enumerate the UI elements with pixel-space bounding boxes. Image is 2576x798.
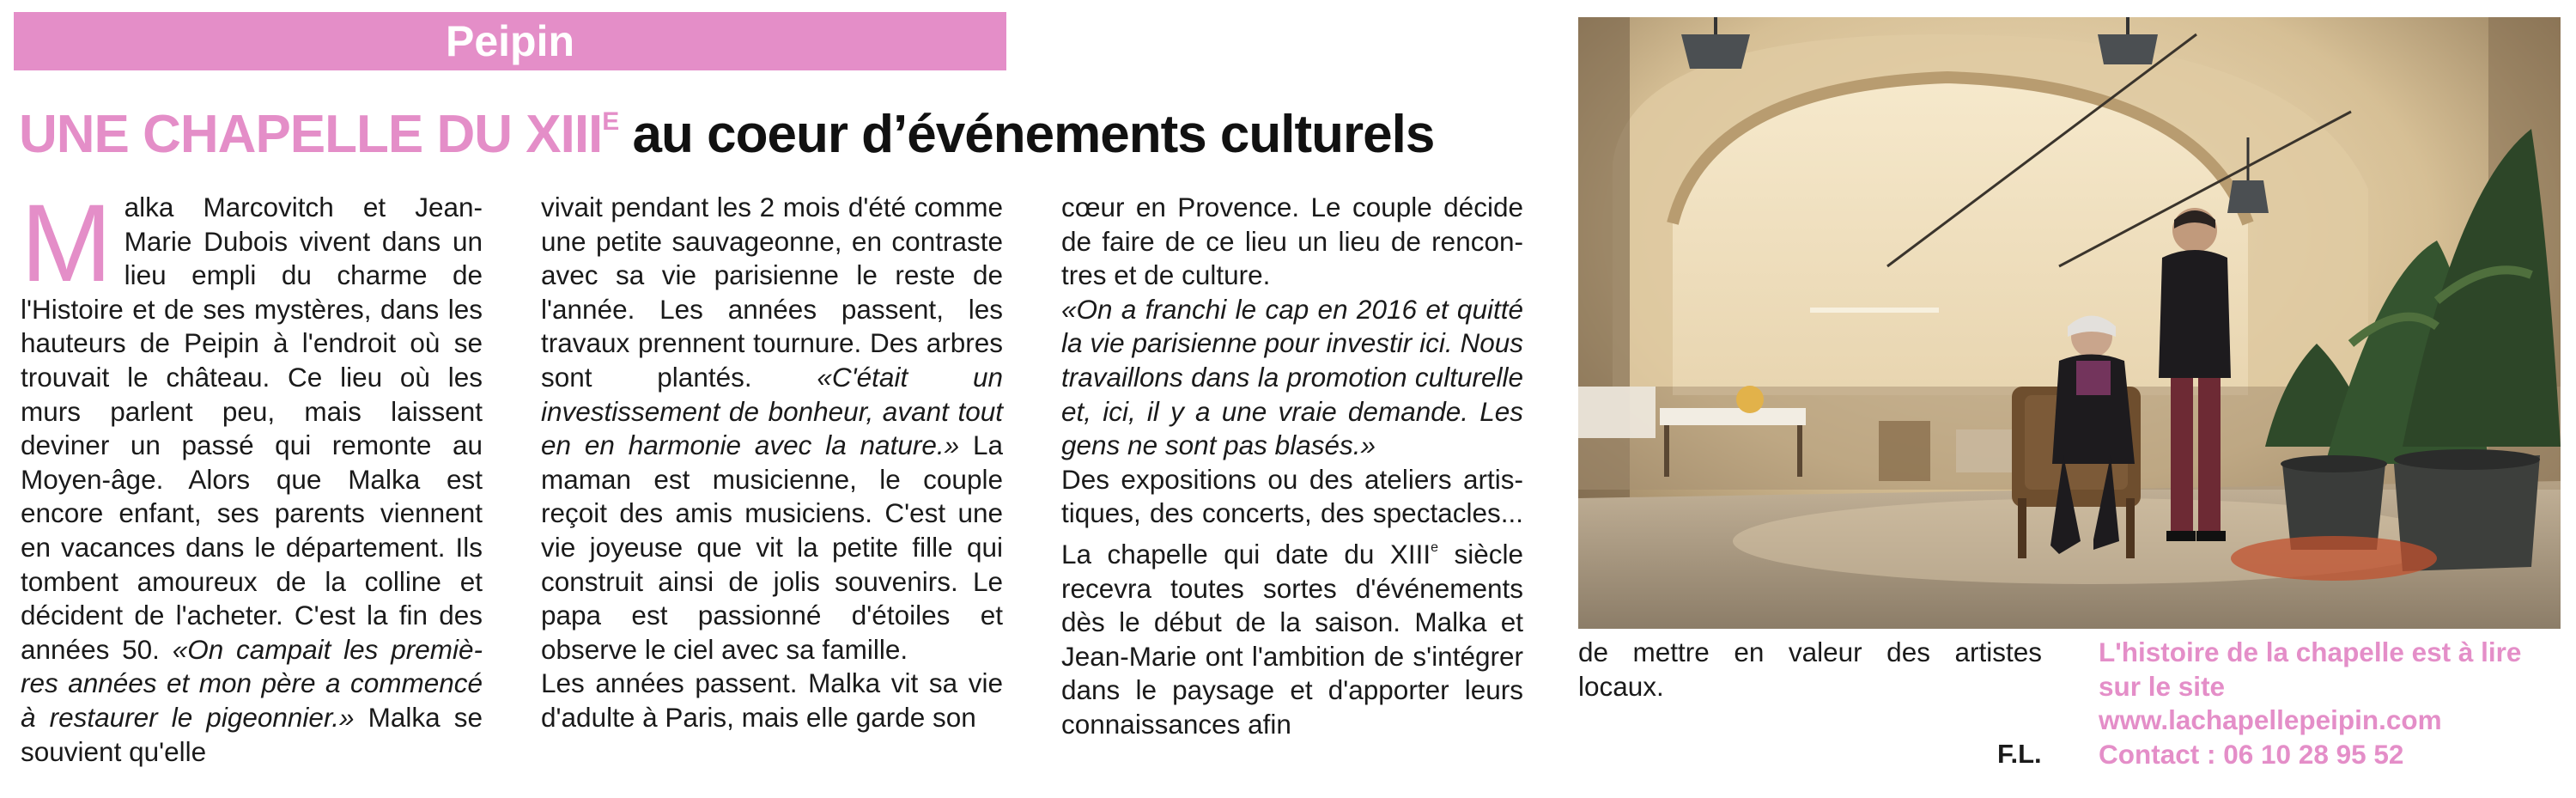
- article-column-3: cœur en Provence. Le couple décide de faire de ce lieu un lieu de rencontres et de culture. «On a franchi le cap en 2016 et quitté la vie parisienne pour investir ici. Nous travaillons dans la promotion culturelle et, ici, il y a une vraie demande. Les gens ne sont pas blasés.» Des expositions ou des ateliers artistiques, des concerts, des spectacles... La chapelle qui date du XIIIe siècle recevra toutes sortes d'événements dès le début de la saison. Malka et Jean-Marie ont l'ambition de s'intégrer dans le paysage et d'apporter leurs connaissances afin: [1061, 192, 1523, 740]
- quote: «On a franchi le cap en 2016 et quitté la vie parisienne pour investir ici. Nous travaillons dans la promotion culturelle et, ici, il y a une vraie demande. Les gens ne sont pas blasés.»: [1061, 293, 1523, 461]
- article-column-4: de mettre en valeur des artistes locaux.: [1578, 637, 2042, 702]
- website-link[interactable]: www.lachapellepeipin.com: [2099, 704, 2442, 736]
- info-line-2: sur le site: [2099, 670, 2226, 702]
- info-line-1: L'histoire de la chapelle est à lire: [2099, 637, 2522, 667]
- quote: «C'était un investissement de bonheur, avant tout en en harmonie avec la nature.»: [541, 361, 1003, 461]
- article-column-2: vivait pendant les 2 mois d'été comme une petite sauvageonne, en contraste avec sa vie parisienne le reste de l'année. Les années passent, les travaux prennent tournure. Des arbres sont plantés. «C'était un investissement de bonheur, avant tout en en harmonie avec la nature.» La maman est musicienne, le couple reçoit des amis musiciens. C'est une vie joyeuse que vit la petite fille qui construit ainsi de jolis souvenirs. Le papa est passionné d'étoiles et observe le ciel avec sa famille. Les années passent. Malka vit sa vie d'adulte à Paris, mais elle garde son: [541, 192, 1003, 733]
- drop-cap: M: [21, 182, 112, 305]
- article-column-1: Malka Marcovitch et Jean-Marie Dubois vivent dans un lieu empli du charme de l'Histoire et de ses mystères, dans les hauteurs de Peipin à l'endroit où se trouvait le château. Ce lieu où les murs parlent peu, mais laissent deviner un passé qui remonte au Moyen-âge. Alors que Malka est encore enfant, ses parents viennent en vacances dans le département. Ils tombent amoureux de la colline et décident de l'acheter. C'est la fin des années 50. «On campait les premières années et mon père a commencé à restaurer le pigeonnier.» Malka se souvient qu'elle: [21, 182, 483, 767]
- section-rubric: Peipin: [14, 12, 1006, 70]
- info-box: [2099, 636, 2545, 771]
- quote: «On campait les premières années et mon père a commencé à restaurer le pigeonnier.»: [21, 633, 483, 733]
- chapel-interior-photo: [1578, 17, 2561, 629]
- headline: [19, 86, 1564, 171]
- author-signature: F.L.: [1997, 739, 2042, 769]
- contact-phone: Contact : 06 10 28 95 52: [2099, 738, 2404, 770]
- headline-rest: au coeur d’événements culturels: [632, 105, 1435, 164]
- headline-highlight: UNE CHAPELLE DU $XIII^E$: [19, 105, 619, 164]
